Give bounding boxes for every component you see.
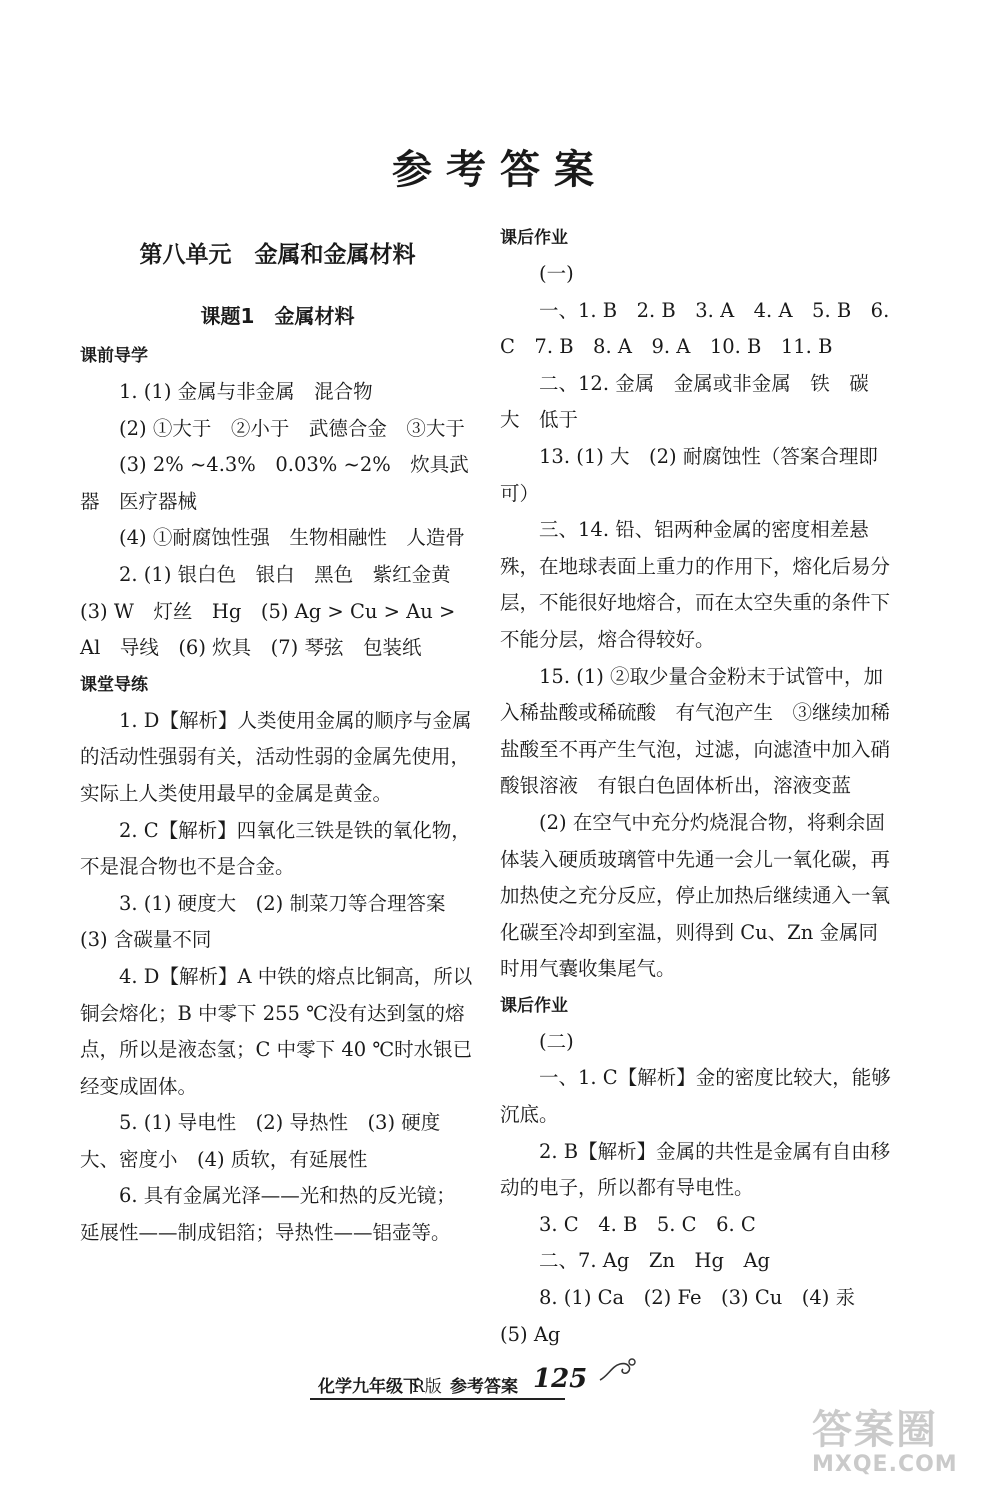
watermark-url: MXQE.COM <box>812 1452 958 1477</box>
footer-rule <box>310 1398 565 1400</box>
lesson-heading: 课题1 金属材料 <box>200 304 355 328</box>
answer-paragraph: 二、7. Ag Zn Hg Ag <box>539 1249 771 1273</box>
answer-paragraph: 三、14. 铅、铝两种金属的密度相差悬殊，在地球表面上重力的作用下，熔化后易分层，不能很好地熔合，而在太空失重的条件下不能分层，熔合得较好。 <box>500 518 891 651</box>
swirl-ornament-icon <box>598 1354 638 1384</box>
section-subheading: (二) <box>539 1029 574 1053</box>
answer-paragraph: 一、1. B 2. B 3. A 4. A 5. B 6. C 7. B 8. A 9. A 10. B 11. B <box>500 298 890 359</box>
page-title: 参考答案 <box>392 147 608 193</box>
answer-paragraph: 3. C 4. B 5. C 6. C <box>539 1212 756 1236</box>
section-heading: 课堂导练 <box>80 674 148 695</box>
footer-subject: 化学九年级下 <box>318 1377 420 1397</box>
answer-paragraph: 15. (1) ②取少量合金粉末于试管中，加入稀盐酸或稀硫酸 有气泡产生 ③继续加稀盐酸至不再产生气泡，过滤，向滤渣中加入硝酸银溶液 有银白色固体析出，溶液变蓝 <box>500 664 891 798</box>
answer-paragraph: 5. (1) 导电性 (2) 导热性 (3) 硬度大、密度小 (4) 质软，有延展性 <box>80 1111 441 1171</box>
answer-paragraph: 3. (1) 硬度大 (2) 制菜刀等合理答案 (3) 含碳量不同 <box>80 891 465 952</box>
section-subheading: (一) <box>539 262 574 285</box>
left-column <box>80 220 475 1252</box>
answer-paragraph: 4. D【解析】A 中铁的熔点比铜高，所以铜会熔化；B 中零下 255 ℃没有达到氢的熔点，所以是液态氢；C 中零下 40 ℃时水银已经变成固体。 <box>80 964 473 1098</box>
answer-paragraph: 13. (1) 大 (2) 耐腐蚀性（答案合理即可） <box>500 444 878 505</box>
answer-paragraph: 2. C【解析】四氧化三铁是铁的氧化物，不是混合物也不是合金。 <box>80 818 471 879</box>
answer-paragraph: 1. (1) 金属与非金属 混合物 <box>119 380 373 403</box>
page-number: 125 <box>533 1364 588 1394</box>
right-column <box>500 220 895 1353</box>
watermark-logo: 答案圈 <box>812 1407 938 1453</box>
answer-paragraph: 二、12. 金属 金属或非金属 铁 碳 大 低于 <box>500 371 889 432</box>
section-heading: 课后作业 <box>500 995 568 1016</box>
answer-paragraph: 6. 具有金属光泽——光和热的反光镜；延展性——制成铝箔；导热性——铝壶等。 <box>80 1184 456 1245</box>
footer-label: 参考答案 <box>450 1377 518 1397</box>
page-footer <box>310 1364 630 1408</box>
answer-paragraph: (4) ①耐腐蚀性强 生物相融性 人造骨 <box>119 526 465 550</box>
answer-paragraph: 1. D【解析】人类使用金属的顺序与金属的活动性强弱有关，活动性弱的金属先使用，实际上人类使用最早的金属是黄金。 <box>80 708 472 805</box>
site-watermark <box>812 1408 992 1484</box>
answer-paragraph: (2) 在空气中充分灼烧混合物，将剩余固体装入硬质玻璃管中先通一会儿一氧化碳，再加热使之充分反应，停止加热后继续通入一氧化碳至冷却到室温，则得到 Cu、Zn 金属同时用气囊收集尾气。 <box>500 810 891 981</box>
answer-paragraph: 2. (1) 银白色 银白 黑色 紫红金黄 (3) W 灯丝 Hg (5) Ag > Cu > Au > Al 导线 (6) 炊具 (7) 琴弦 包装纸 <box>80 562 471 660</box>
footer-edition: R版 <box>412 1377 442 1397</box>
section-heading: 课后作业 <box>500 228 568 248</box>
answer-paragraph: (3) 2% ~4.3% 0.03% ~2% 炊具武器 医疗器械 <box>80 453 469 513</box>
answer-paragraph: 8. (1) Ca (2) Fe (3) Cu (4) 汞 (5) Ag <box>500 1286 875 1346</box>
answer-paragraph: 2. B【解析】金属的共性是金属有自由移动的电子，所以都有导电性。 <box>500 1139 891 1200</box>
unit-heading: 第八单元 金属和金属材料 <box>139 242 416 268</box>
section-heading: 课前导学 <box>80 346 148 366</box>
answer-paragraph: 一、1. C【解析】金的密度比较大，能够沉底。 <box>500 1066 891 1127</box>
answer-paragraph: (2) ①大于 ②小于 武德合金 ③大于 <box>119 416 465 440</box>
